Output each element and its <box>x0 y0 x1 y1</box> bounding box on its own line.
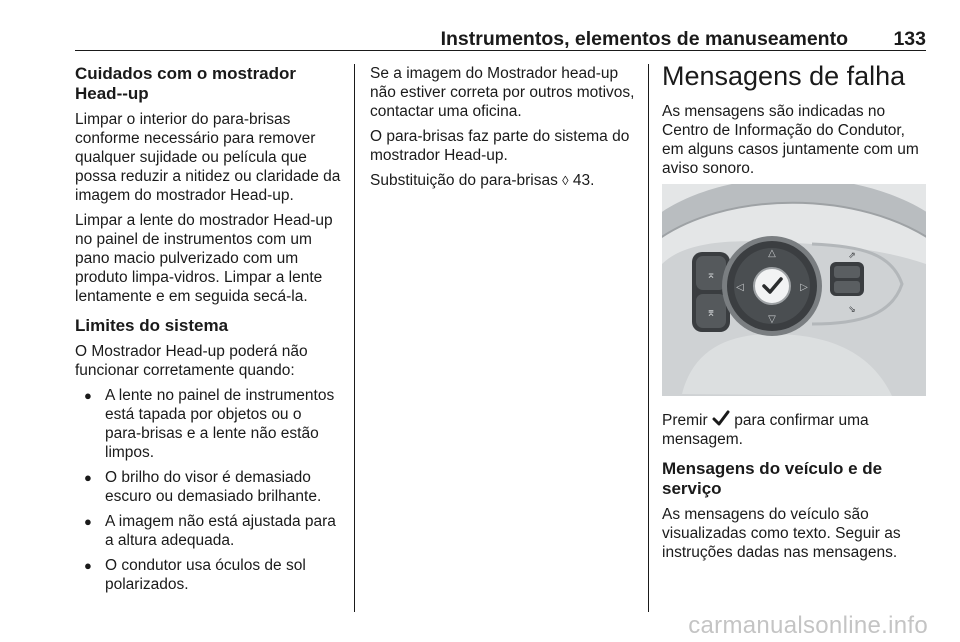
bullet-icon: ● <box>84 470 92 485</box>
paragraph: Limpar a lente do mostrador Head-up no painel de instrumentos com um pano macio pulverizado com um produto limpa-vidros. Limpar a lente lentamente e em seguida secá-la. <box>75 212 333 305</box>
diamond-xref-icon: ◊ <box>562 173 569 188</box>
paragraph: O Mostrador Head-up poderá não funcionar corretamente quando: <box>75 343 308 379</box>
svg-text:⇘: ⇘ <box>848 305 856 315</box>
column-divider <box>354 64 355 612</box>
header-title: Instrumentos, elementos de manuseamento <box>440 28 848 50</box>
list-item: ● A lente no painel de instrumentos está tapada por objetos ou o para-brisas e a lente não estão limpos. <box>84 387 335 461</box>
paragraph: Limpar o interior do para-brisas conforme necessário para remover qualquer sujidade ou película que possa reduzir a nitidez ou claridade da imagem do mostrador Head-up. <box>75 111 341 204</box>
svg-text:△: △ <box>768 248 776 259</box>
column-divider <box>648 64 649 612</box>
svg-text:▷: ▷ <box>800 282 808 293</box>
svg-text:⇗: ⇗ <box>848 251 856 261</box>
page-reference-link[interactable]: 43. <box>572 172 595 189</box>
svg-text:▽: ▽ <box>768 314 776 325</box>
paragraph: O para-brisas faz parte do sistema do mostrador Head-up. <box>370 128 630 164</box>
page-header <box>75 26 926 51</box>
steering-wheel-controls-image <box>662 184 926 396</box>
list-item: ● A imagem não está ajustada para a altura adequada. <box>84 513 336 549</box>
section-title: Mensagens de falha <box>662 61 906 91</box>
bullet-icon: ● <box>84 514 92 529</box>
list-item: ● O condutor usa óculos de sol polarizados. <box>84 557 306 593</box>
list-item: ● O brilho do visor é demasiado escuro ou demasiado brilhante. <box>84 469 322 505</box>
paragraph: Premir para confirmar uma mensagem. <box>662 412 869 448</box>
check-icon <box>712 410 730 427</box>
section-heading: Limites do sistema <box>75 316 229 335</box>
paragraph: Se a imagem do Mostrador head-up não estiver correta por outros motivos, contactar uma oficina. <box>370 65 635 120</box>
column-1 <box>75 64 341 600</box>
section-heading: Cuidados com o mostrador Head--up <box>75 64 297 103</box>
bullet-list <box>75 386 341 594</box>
section-heading: Mensagens do veículo e de serviço <box>662 459 883 498</box>
svg-text:⌅: ⌅ <box>706 268 716 281</box>
bullet-icon: ● <box>84 558 92 573</box>
column-2 <box>370 64 636 196</box>
page-number: 133 <box>893 28 926 50</box>
column-3 <box>662 61 928 568</box>
paragraph: As mensagens do veículo são visualizadas como texto. Seguir as instruções dadas nas mensagens. <box>662 506 901 561</box>
bullet-icon: ● <box>84 388 92 403</box>
watermark: carmanualsonline.info <box>688 612 928 639</box>
paragraph: As mensagens são indicadas no Centro de Informação do Condutor, em alguns casos juntamente com um aviso sonoro. <box>662 103 919 177</box>
paragraph: Substituição do para-brisas ◊ 43. <box>370 172 595 189</box>
svg-text:◁: ◁ <box>736 282 744 293</box>
svg-text:⌆: ⌆ <box>706 306 716 319</box>
